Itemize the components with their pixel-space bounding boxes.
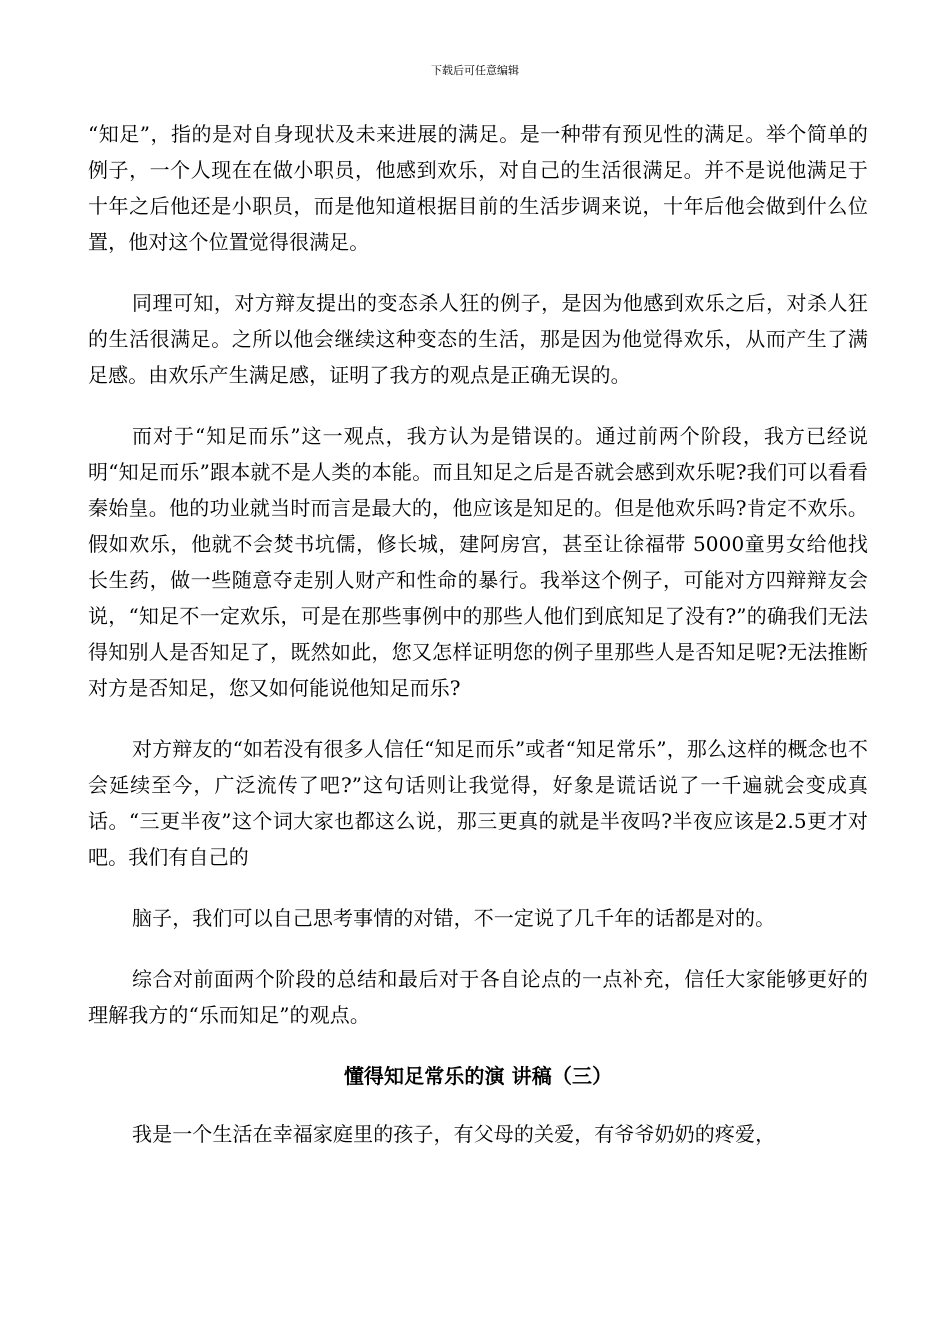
paragraph-7: 我是一个生活在幸福家庭里的孩子，有父母的关爱，有爷爷奶奶的疼爱，	[132, 1122, 776, 1146]
paragraph-6: 综合对前面两个阶段的总结和最后对于各自论点的一点补充，信任大家能够更好的理解我方的“乐而知足”的观点。	[88, 967, 868, 1027]
paragraph-5: 脑子，我们可以自己思考事情的对错，不一定说了几千年的话都是对的。	[132, 906, 776, 930]
page-header: 下载后可任意编辑	[431, 64, 519, 77]
paragraph-1: “知足”，指的是对自身现状及未来进展的满足。是一种带有预见性的满足。举个简单的例子，一个人现在在做小职员，他感到欢乐，对自己的生活很满足。并不是说他满足于十年之后他还是小职员，而是他知道根据目前的生活步调来说，十年后他会做到什么位置，他对这个位置觉得很满足。	[88, 122, 868, 254]
document-body	[88, 116, 868, 1177]
paragraph-4: 对方辩友的“如若没有很多人信任“知足而乐”或者“知足常乐”，那么这样的概念也不会延续至今，广泛流传了吧?”这句话则让我觉得，好象是谎话说了一千遍就会变成真话。“三更半夜”这个词大家也都这么说，那三更真的就是半夜吗?半夜应该是2.5更才对吧。我们有自己的	[88, 737, 868, 869]
section-title: 懂得知足常乐的演 讲稿（三）	[343, 1064, 613, 1088]
paragraph-2: 同理可知，对方辩友提出的变态杀人狂的例子，是因为他感到欢乐之后，对杀人狂的生活很满足。之所以他会继续这种变态的生活，那是因为他觉得欢乐，从而产生了满足感。由欢乐产生满足感，证明了我方的观点是正确无误的。	[88, 291, 868, 387]
paragraph-3: 而对于“知足而乐”这一观点，我方认为是错误的。通过前两个阶段，我方已经说明“知足而乐”跟本就不是人类的本能。而且知足之后是否就会感到欢乐呢?我们可以看看秦始皇。他的功业就当时而言是最大的，他应该是知足的。但是他欢乐吗?肯定不欢乐。假如欢乐，他就不会焚书坑儒，修长城，建阿房宫，甚至让徐福带 5000童男女给他找长生药，做一些随意夺走别人财产和性命的暴行。我举这个例子，可能对方四辩辩友会说，“知足不一定欢乐，可是在那些事例中的那些人他们到底知足了没有?”的确我们无法得知别人是否知足了，既然如此，您又怎样证明您的例子里那些人是否知足呢?无法推断对方是否知足，您又如何能说他知足而乐?	[88, 424, 868, 700]
